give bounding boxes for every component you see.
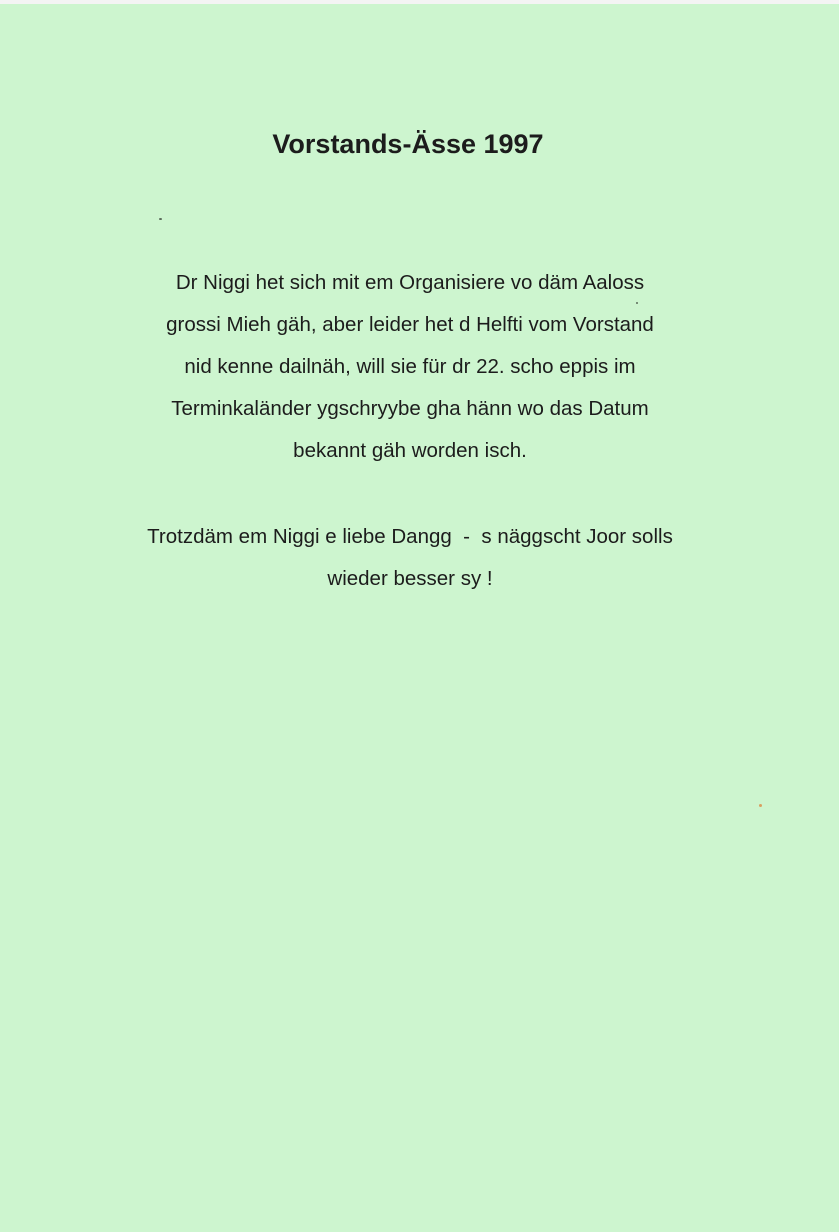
paragraph-line: wieder besser sy ! [327, 567, 493, 590]
paragraph-line: Trotzdäm em Niggi e liebe Dangg - s näggscht Joor solls [147, 525, 673, 548]
paragraph-line: nid kenne dailnäh, will sie für dr 22. scho eppis im [184, 355, 636, 378]
paragraph-line: grossi Mieh gäh, aber leider het d Helfti vom Vorstand [166, 313, 654, 336]
paper-speck [759, 804, 762, 807]
paragraph-line: bekannt gäh worden isch. [293, 439, 527, 462]
document-title: Vorstands-Ässe 1997 [272, 129, 544, 159]
paragraph-line: Dr Niggi het sich mit em Organisiere vo däm Aaloss [175, 271, 645, 294]
paragraph-line: Terminkaländer ygschryybe gha hänn wo das Datum [171, 397, 649, 420]
body-paragraph-2 [40, 516, 780, 600]
document-page [0, 4, 839, 1232]
body-paragraph-1 [60, 262, 760, 472]
paper-speck [159, 218, 162, 220]
